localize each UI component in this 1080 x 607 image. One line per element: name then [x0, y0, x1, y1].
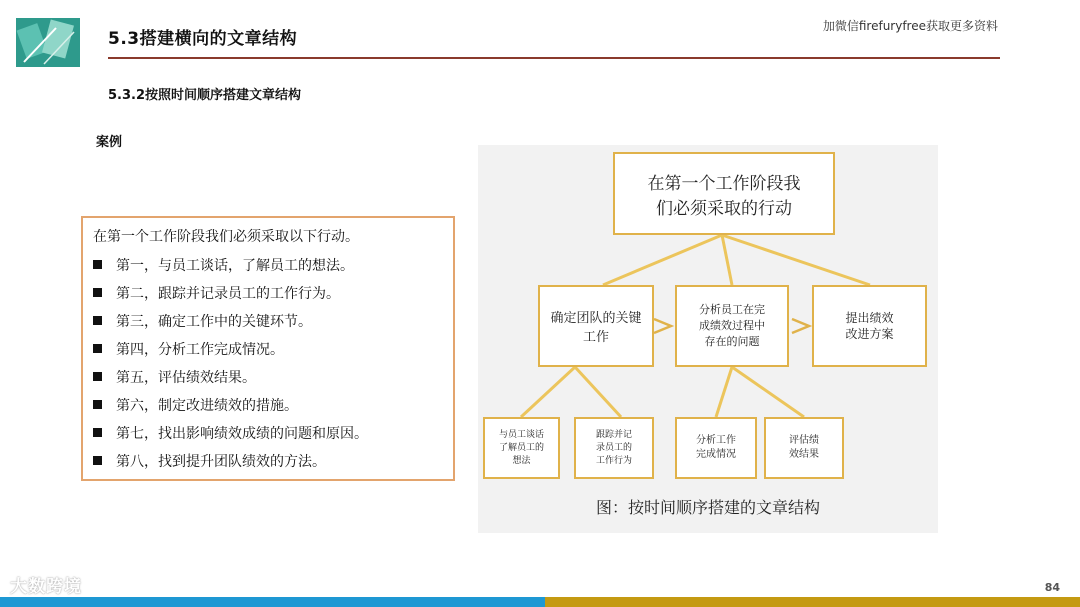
header-divider	[108, 57, 1000, 59]
bullet-square-icon	[93, 344, 102, 353]
page-number: 84	[1044, 581, 1060, 594]
footer-bar-right	[545, 597, 1080, 607]
arrow-right-icon	[654, 319, 671, 333]
bullet-square-icon	[93, 400, 102, 409]
connector-line	[716, 367, 732, 417]
structure-diagram	[478, 145, 938, 533]
action-list-item: 第七，找出影响绩效成绩的问题和原因。	[93, 423, 368, 443]
diagram-node-level2: 提出绩效 改进方案	[812, 285, 927, 367]
connector-line	[722, 235, 870, 285]
page-title: 5.3搭建横向的文章结构	[108, 29, 298, 49]
diagram-node-level2: 确定团队的关键 工作	[538, 285, 654, 367]
watermark-logo: 大数跨境	[10, 577, 82, 597]
connector-line	[732, 367, 804, 417]
connector-line	[722, 235, 732, 285]
diagram-node-level3: 与员工谈话 了解员工的 想法	[483, 417, 560, 479]
case-label: 案例	[96, 135, 123, 150]
header-promo-text: 加微信firefuryfree获取更多资料	[822, 19, 998, 33]
footer-bar-left	[0, 597, 545, 607]
diagram-node-level2: 分析员工在完 成绩效过程中 存在的问题	[675, 285, 789, 367]
action-list-intro: 在第一个工作阶段我们必须采取以下行动。	[93, 229, 359, 245]
diagram-node-level3: 评估绩 效结果	[764, 417, 844, 479]
action-list-box	[81, 216, 455, 481]
action-list-item: 第三，确定工作中的关键环节。	[93, 311, 312, 331]
bullet-square-icon	[93, 372, 102, 381]
action-list-item: 第四，分析工作完成情况。	[93, 339, 284, 359]
diagram-caption: 图：按时间顺序搭建的文章结构	[595, 498, 820, 517]
arrow-right-icon	[792, 319, 809, 333]
bullet-square-icon	[93, 288, 102, 297]
connector-line	[521, 367, 575, 417]
header-thumbnail-image	[16, 18, 80, 67]
bullet-square-icon	[93, 316, 102, 325]
action-list-item: 第一，与员工谈话，了解员工的想法。	[93, 255, 354, 275]
action-list-item: 第八，找到提升团队绩效的方法。	[93, 451, 326, 471]
bullet-square-icon	[93, 260, 102, 269]
diagram-node-level3: 跟踪并记 录员工的 工作行为	[574, 417, 654, 479]
action-list-item: 第六，制定改进绩效的措施。	[93, 395, 298, 415]
connector-line	[575, 367, 621, 417]
section-subtitle: 5.3.2按照时间顺序搭建文章结构	[108, 88, 302, 103]
diagram-root-node: 在第一个工作阶段我 们必须采取的行动	[613, 152, 835, 235]
diagram-node-level3: 分析工作 完成情况	[675, 417, 757, 479]
bullet-square-icon	[93, 428, 102, 437]
connector-line	[603, 235, 722, 285]
bullet-square-icon	[93, 456, 102, 465]
action-list-item: 第五，评估绩效结果。	[93, 367, 256, 387]
action-list-item: 第二，跟踪并记录员工的工作行为。	[93, 283, 340, 303]
